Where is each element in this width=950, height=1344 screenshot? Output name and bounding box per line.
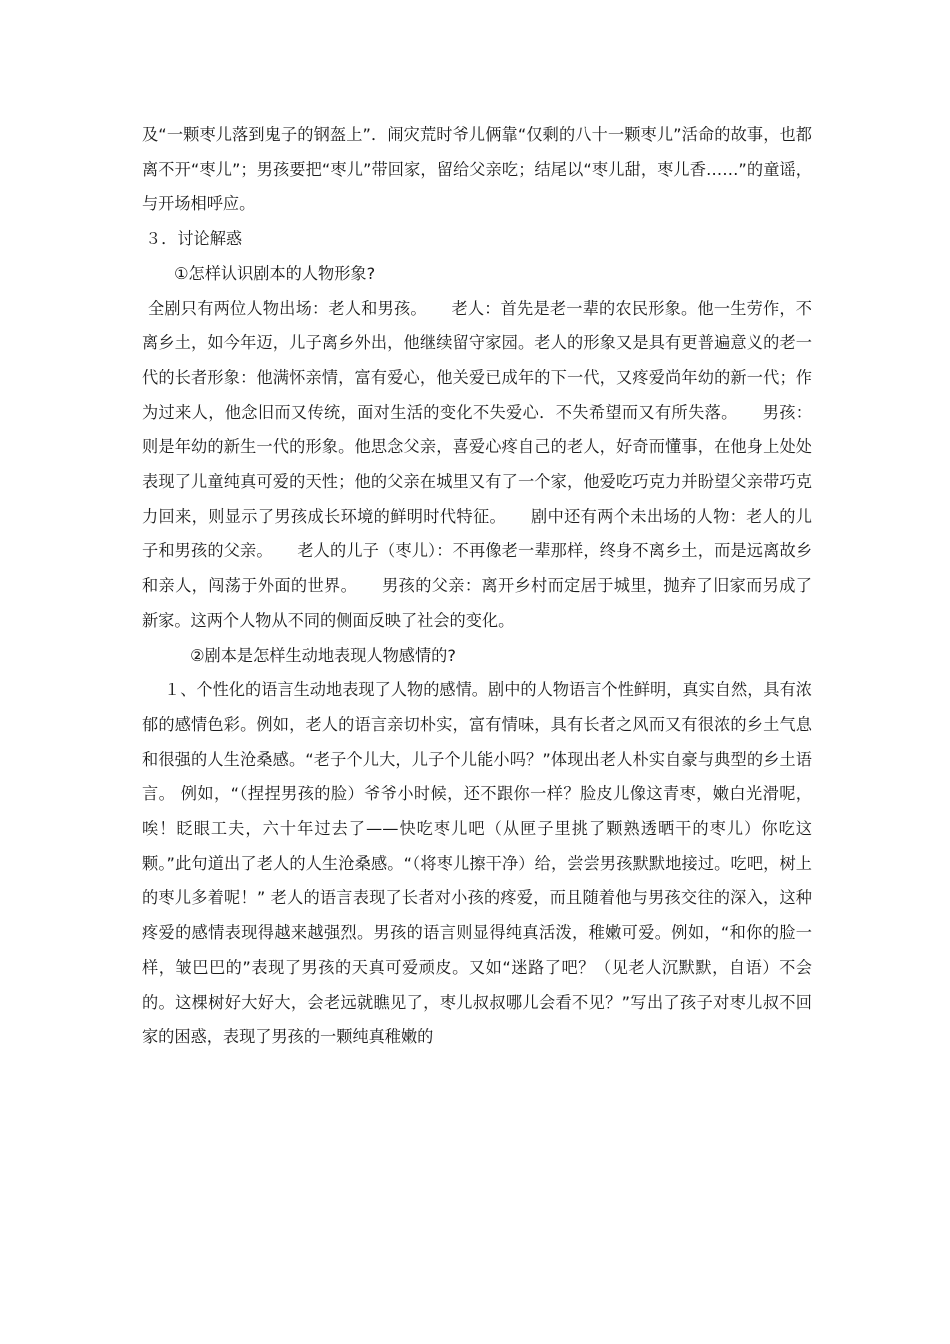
- paragraph-date-story: 及“一颗枣儿落到鬼子的钢盔上”．闹灾荒时爷儿俩靠“仅剩的八十一颗枣儿”活命的故事，也都离不开“枣儿”；男孩要把“枣儿”带回家，留给父亲吃；结尾以“枣儿甜，枣儿香……”的童谣，与开场相呼应。: [142, 125, 812, 214]
- paragraph-character-analysis: 全剧只有两位人物出场：老人和男孩。 老人：首先是老一辈的农民形象。他一生劳作，不离乡土，如今年迈，儿子离乡外出，他继续留守家园。老人的形象又是具有更普遍意义的老一代的长者形象：他满怀亲情，富有爱心，他关爱已成年的下一代，又疼爱尚年幼的新一代；作为过来人，他念旧而又传统，面对生活的变化不失爱心．不失希望而又有所失落。 男孩：则是年幼的新生一代的形象。他思念父亲，喜爱心疼自己的老人，好奇而懂事，在他身上处处表现了儿童纯真可爱的天性；他的父亲在城里又有了一个家，他爱吃巧克力并盼望父亲带巧克力回来，则显示了男孩成长环境的鲜明时代特征。 剧中还有两个未出场的人物：老人的儿子和男孩的父亲。 老人的儿子（枣儿）：不再像老一辈那样，终身不离乡土，而是远离故乡和亲人，闯荡于外面的世界。 男孩的父亲：离开乡村而定居于城里，抛弃了旧家而另成了新家。这两个人物从不同的侧面反映了社会的变化。: [142, 298, 812, 630]
- question-character-image: ①怎样认识剧本的人物形象?: [174, 263, 376, 283]
- paragraph-language-analysis: １、个性化的语言生动地表现了人物的感情。剧中的人物语言个性鲜明，真实自然，具有浓郁的感情色彩。例如，老人的语言亲切朴实，富有情味，具有长者之风而又有很浓的乡土气息和很强的人生沧桑感。“老子个儿大，儿子个儿能小吗？”体现出老人朴实自豪与典型的乡土语言。 例如，“（捏捏男孩的脸）爷爷小时候，还不跟你一样？脸皮儿像这青枣，嫩白光滑呢，唉！眨眼工夫，六十年过去了——快吃枣儿吧（从匣子里挑了颗熟透晒干的枣儿）你吃这颗。”此句道出了老人的人生沧桑感。“（将枣儿擦干净）给，尝尝男孩默默地接过。吃吧，树上的枣儿多着呢！” 老人的语言表现了长者对小孩的疼爱，而且随着他与男孩交往的深入，这种疼爱的感情表现得越来越强烈。男孩的语言则显得纯真活泼，稚嫩可爱。例如，“和你的脸一样，皱巴巴的”表现了男孩的天真可爱顽皮。又如“迷路了吧？（见老人沉默默，自语）不会的。这棵树好大好大，会老远就瞧见了，枣儿叔叔哪儿会看不见？”写出了孩子对枣儿叔不回家的困惑，表现了男孩的一颗纯真稚嫩的: [142, 680, 812, 1047]
- document-body: [142, 118, 812, 1055]
- section-heading-discussion: ３．讨论解惑: [145, 229, 243, 249]
- question-character-emotion: ②剧本是怎样生动地表现人物感情的?: [190, 645, 456, 665]
